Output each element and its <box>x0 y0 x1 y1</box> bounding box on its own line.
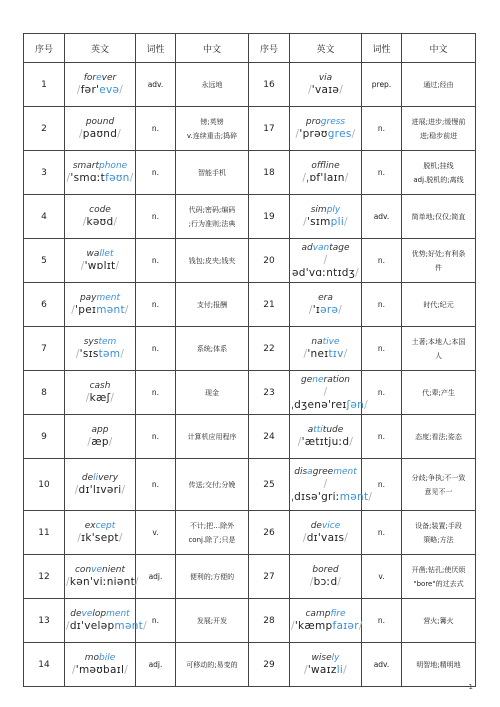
phonetic-transcription: /paʊnd/ <box>78 128 122 140</box>
entry-index: 7 <box>24 327 65 371</box>
entry-index: 10 <box>24 459 65 511</box>
entry-index: 19 <box>249 195 290 239</box>
chinese-meaning: 通过;经由 <box>402 63 476 107</box>
phonetic-transcription: /'smɑːtfəʊn/ <box>66 172 134 184</box>
table-row <box>24 283 476 327</box>
phonetic-transcription: /dɪ'vaɪs/ <box>302 532 349 544</box>
english-word: advantage <box>301 242 350 253</box>
entry-index: 26 <box>249 511 290 555</box>
chinese-meaning: 分歧;争执;不一致 意见不一 <box>402 459 476 511</box>
english-word: development <box>70 609 130 619</box>
entry-english <box>65 195 136 239</box>
entry-english <box>65 511 136 555</box>
entry-index: 17 <box>249 107 290 151</box>
entry-english <box>65 327 136 371</box>
part-of-speech: n. <box>136 371 176 415</box>
part-of-speech: n. <box>136 459 176 511</box>
phonetic-transcription: /'vaɪə/ <box>307 84 344 96</box>
part-of-speech: n. <box>362 151 402 195</box>
part-of-speech: n. <box>362 327 402 371</box>
entry-index: 16 <box>249 63 290 107</box>
entry-index: 8 <box>24 371 65 415</box>
table-row <box>24 511 476 555</box>
english-word: pound <box>85 117 115 127</box>
phonetic-transcription: /əd'vɑːntɪdʒ/ <box>292 253 359 279</box>
chinese-meaning: 开凿;钻孔;使厌烦 "bore"的过去式 <box>402 555 476 599</box>
entry-english <box>65 283 136 327</box>
part-of-speech: n. <box>362 599 402 643</box>
chinese-meaning: 时代;纪元 <box>402 283 476 327</box>
phonetic-transcription: /ɪk'sept/ <box>77 532 123 544</box>
col-header-index: 序号 <box>24 34 65 63</box>
phonetic-transcription: /'kæmpfaɪər/ <box>291 620 363 632</box>
english-word: convenient <box>74 565 126 575</box>
english-word: except <box>84 521 116 531</box>
entry-index: 11 <box>24 511 65 555</box>
english-word: progress <box>305 117 346 127</box>
phonetic-transcription: /ˌɒf'laɪn/ <box>302 172 349 184</box>
phonetic-transcription: /'məʊbaɪl/ <box>71 664 129 676</box>
english-word: smartphone <box>72 161 128 171</box>
english-word: system <box>83 337 117 347</box>
phonetic-transcription: /'sɪstəm/ <box>75 348 125 360</box>
entry-index: 6 <box>24 283 65 327</box>
entry-english <box>290 371 368 415</box>
english-word: mobile <box>84 653 116 663</box>
phonetic-transcription: /ˌdɪsə'griːmənt/ <box>291 477 373 503</box>
chinese-meaning: 态度;看法;姿态 <box>402 415 476 459</box>
entry-english <box>290 239 362 283</box>
table-row <box>24 415 476 459</box>
phonetic-transcription: /æp/ <box>87 436 113 448</box>
part-of-speech: adv. <box>362 195 402 239</box>
entry-index: 20 <box>249 239 290 283</box>
part-of-speech: n. <box>136 415 176 459</box>
col-header-chinese: 中文 <box>176 34 249 63</box>
entry-index: 25 <box>249 459 290 511</box>
english-word: era <box>318 293 333 303</box>
chinese-meaning: 系统;体系 <box>176 327 249 371</box>
chinese-meaning: 不计;把…除外 conj.除了;只是 <box>176 511 249 555</box>
entry-english <box>290 415 362 459</box>
vocabulary-table <box>23 33 476 687</box>
entry-index: 9 <box>24 415 65 459</box>
col-header-index: 序号 <box>249 34 290 63</box>
chinese-meaning: 优势;好处;有利条 件 <box>402 239 476 283</box>
col-header-english: 英文 <box>290 34 362 63</box>
english-word: attitude <box>307 425 344 435</box>
chinese-meaning: 明智地;精明地 <box>402 643 476 687</box>
phonetic-transcription: /dɪ'veləpmənt/ <box>66 620 147 632</box>
phonetic-transcription: /'wɒlɪt/ <box>80 260 120 272</box>
chinese-meaning: 镑;英镑 v.连续重击;捣碎 <box>176 107 249 151</box>
phonetic-transcription: /'peɪmənt/ <box>71 304 129 316</box>
phonetic-transcription: /ˌdʒenə'reɪʃən/ <box>291 385 368 411</box>
chinese-meaning: 土著;本地人;本国 人 <box>402 327 476 371</box>
part-of-speech: n. <box>136 283 176 327</box>
col-header-chinese: 中文 <box>402 34 476 63</box>
chinese-meaning: 可移动的;易变的 <box>176 643 249 687</box>
part-of-speech: adv. <box>362 643 402 687</box>
phonetic-transcription: /bɔːd/ <box>309 576 342 588</box>
table-row <box>24 555 476 599</box>
phonetic-transcription: /'prəʊgres/ <box>295 128 356 140</box>
page-number: 1 <box>468 683 473 691</box>
entry-english <box>65 151 136 195</box>
english-word: bored <box>312 565 339 575</box>
english-word: disagreement <box>294 466 357 477</box>
part-of-speech: n. <box>362 415 402 459</box>
english-word: payment <box>79 293 121 303</box>
chinese-meaning: 智能手机 <box>176 151 249 195</box>
chinese-meaning: 进展;进步;缓慢前 进;稳步前进 <box>402 107 476 151</box>
entry-index: 13 <box>24 599 65 643</box>
table-row <box>24 459 476 511</box>
entry-index: 12 <box>24 555 65 599</box>
english-word: simply <box>310 205 341 215</box>
entry-index: 28 <box>249 599 290 643</box>
phonetic-transcription: /'ɪərə/ <box>308 304 343 316</box>
chinese-meaning: 便利的;方便的 <box>176 555 249 599</box>
english-word: forever <box>83 73 117 83</box>
phonetic-transcription: /'ætɪtjuːd/ <box>297 436 354 448</box>
table-row <box>24 371 476 415</box>
entry-english <box>290 63 362 107</box>
entry-english <box>65 415 136 459</box>
header-row <box>24 34 476 63</box>
entry-english <box>290 555 362 599</box>
english-word: wisely <box>311 653 340 663</box>
entry-english <box>65 107 136 151</box>
part-of-speech: n. <box>136 151 176 195</box>
chinese-meaning: 现金 <box>176 371 249 415</box>
chinese-meaning: 简单地;仅仅;简直 <box>402 195 476 239</box>
chinese-meaning: 营火;篝火 <box>402 599 476 643</box>
entry-english <box>290 283 362 327</box>
chinese-meaning: 支付;报酬 <box>176 283 249 327</box>
entry-index: 22 <box>249 327 290 371</box>
phonetic-transcription: /'sɪmpli/ <box>303 216 348 228</box>
entry-index: 27 <box>249 555 290 599</box>
table-row <box>24 107 476 151</box>
english-word: wallet <box>86 249 114 259</box>
english-word: campfire <box>305 609 346 619</box>
english-word: via <box>318 73 333 83</box>
entry-index: 3 <box>24 151 65 195</box>
part-of-speech: prep. <box>362 63 402 107</box>
entry-english <box>290 195 362 239</box>
col-header-english: 英文 <box>65 34 136 63</box>
table-body <box>24 63 476 687</box>
part-of-speech: v. <box>136 511 176 555</box>
english-word: generation <box>301 374 350 385</box>
part-of-speech: n. <box>362 107 402 151</box>
entry-english <box>290 151 362 195</box>
entry-index: 4 <box>24 195 65 239</box>
part-of-speech: n. <box>136 599 176 643</box>
table-row <box>24 643 476 687</box>
english-word: native <box>311 337 340 347</box>
entry-english <box>65 643 136 687</box>
phonetic-transcription: /fər'evə/ <box>76 84 124 96</box>
entry-english <box>290 107 362 151</box>
entry-index: 18 <box>249 151 290 195</box>
part-of-speech: adj. <box>136 643 176 687</box>
english-word: app <box>91 425 109 435</box>
chinese-meaning: 代码;密码;编码 ;行为准则;法典 <box>176 195 249 239</box>
entry-english <box>65 239 136 283</box>
entry-english <box>65 63 136 107</box>
entry-index: 23 <box>249 371 290 415</box>
part-of-speech: n. <box>362 239 402 283</box>
entry-index: 1 <box>24 63 65 107</box>
part-of-speech: adj. <box>136 555 176 599</box>
part-of-speech: n. <box>362 371 402 415</box>
english-word: code <box>89 205 111 215</box>
chinese-meaning: 代;辈;产生 <box>402 371 476 415</box>
part-of-speech: n. <box>362 283 402 327</box>
part-of-speech: v. <box>362 555 402 599</box>
english-word: offline <box>311 161 340 171</box>
table-row <box>24 327 476 371</box>
part-of-speech: adv. <box>136 63 176 107</box>
table-row <box>24 599 476 643</box>
table-row <box>24 63 476 107</box>
table-row <box>24 151 476 195</box>
entry-english <box>65 459 136 511</box>
entry-english <box>290 511 362 555</box>
chinese-meaning: 脱机;挂线 adj.脱机的;离线 <box>402 151 476 195</box>
part-of-speech: n. <box>136 107 176 151</box>
entry-index: 24 <box>249 415 290 459</box>
table-row <box>24 239 476 283</box>
phonetic-transcription: /kəʊd/ <box>82 216 118 228</box>
part-of-speech: n. <box>362 511 402 555</box>
entry-english <box>65 371 136 415</box>
entry-index: 21 <box>249 283 290 327</box>
chinese-meaning: 传送;交付;分娩 <box>176 459 249 511</box>
chinese-meaning: 永远地 <box>176 63 249 107</box>
entry-english <box>65 599 147 643</box>
phonetic-transcription: /'waɪzli/ <box>304 664 347 676</box>
entry-index: 29 <box>249 643 290 687</box>
col-header-pos: 词性 <box>362 34 402 63</box>
part-of-speech: n. <box>136 327 176 371</box>
phonetic-transcription: /dɪ'lɪvəri/ <box>74 484 126 496</box>
english-word: device <box>310 521 341 531</box>
english-word: cash <box>89 381 111 391</box>
phonetic-transcription: /kæʃ/ <box>85 392 115 404</box>
phonetic-transcription: /'neɪtɪv/ <box>303 348 348 360</box>
col-header-pos: 词性 <box>136 34 176 63</box>
english-word: delivery <box>81 473 119 483</box>
chinese-meaning: 计算机应用程序 <box>176 415 249 459</box>
part-of-speech: n. <box>362 459 402 511</box>
entry-english <box>290 327 362 371</box>
phonetic-transcription: /kən'viːniənt/ <box>66 576 139 588</box>
entry-english <box>65 555 139 599</box>
entry-english <box>290 459 373 511</box>
part-of-speech: n. <box>136 195 176 239</box>
entry-index: 2 <box>24 107 65 151</box>
entry-english <box>290 599 362 643</box>
chinese-meaning: 设备;装置;手段 策略;方法 <box>402 511 476 555</box>
chinese-meaning: 钱包;皮夹;钱夹 <box>176 239 249 283</box>
chinese-meaning: 发展;开发 <box>176 599 249 643</box>
entry-index: 5 <box>24 239 65 283</box>
table-row <box>24 195 476 239</box>
entry-english <box>290 643 362 687</box>
entry-index: 14 <box>24 643 65 687</box>
part-of-speech: n. <box>136 239 176 283</box>
